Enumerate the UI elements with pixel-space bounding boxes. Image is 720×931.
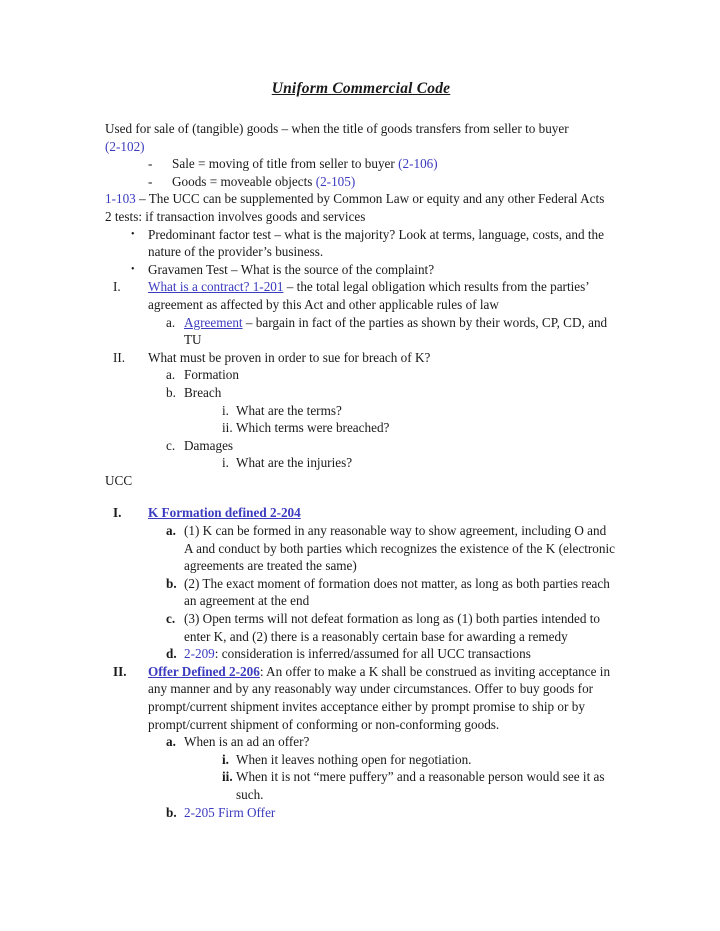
outline-item-label: What are the injuries? [236,455,353,471]
dash-marker: - [148,156,153,172]
outline-item-label [148,278,617,313]
tests-intro: 2 tests: if transaction involves goods and services [105,208,366,224]
outline-item-label: When it leaves nothing open for negotiation. [236,751,472,767]
outline-item-label: (2) The exact moment of formation does not matter, as long as both parties reach an agreement at the end [184,575,610,609]
code-reference-2-205-firm-offer: 2-205 Firm Offer [184,804,276,820]
list-item-label [172,155,617,173]
letter-marker: c. [166,437,176,453]
link-k-formation-defined[interactable]: K Formation defined 2-204 [148,505,301,521]
intro-text-line1: Used for sale of (tangible) goods [105,121,282,136]
letter-marker: a. [166,734,176,750]
page-title: Uniform Commercial Code [271,80,451,97]
spacer [105,489,617,504]
outline-item-letter [105,522,617,575]
link-what-is-a-contract[interactable]: What is a contract? 1-201 [148,279,284,295]
outline-item-label: Which terms were breached? [236,420,390,436]
outline-item-lower-roman [105,402,617,420]
outline-item-text: – bargain in fact of the parties as shown by their words, CP, CD, and TU [184,314,608,348]
roman-marker: II. [113,349,126,365]
outline-item-label: (1) K can be formed in any reasonable way to show agreement, including O and A and conduct by both parties which recognizes the existence of the K (electronic agreements are treated the same) [184,523,616,574]
dash-item-text: Sale = moving of title from seller to buyer [172,156,399,172]
code-reference-2-105: (2-105) [315,173,356,189]
code-reference-2-106: (2-106) [398,156,438,172]
link-agreement[interactable]: Agreement [184,314,243,330]
outline-item-label: What are the terms? [236,402,342,418]
roman-marker: II. [113,663,127,679]
letter-marker: a. [166,314,176,330]
outline-item-label: When it is not “mere puffery” and a reasonable person would see it as such. [236,769,605,802]
outline-item-roman [105,278,617,313]
code-reference-1-103: 1-103 [105,191,136,207]
letter-marker: b. [166,804,177,820]
letter-marker: c. [166,611,176,627]
list-item [105,173,617,191]
letter-marker: d. [166,646,177,662]
outline-item-lower-roman [105,419,617,437]
outline-item-roman [105,504,617,522]
letter-marker: a. [166,523,176,539]
outline-item-letter [105,804,617,822]
outline-item-label: What must be proven in order to sue for breach of K? [148,349,431,365]
bullet-marker: • [131,228,135,240]
code-reference-2-102: (2-102) [105,138,145,154]
outline-item-text: – the total legal obligation which results from the parties’ agreement as affected by this Act and other applicable rules of law [148,279,589,312]
outline-item-label [148,504,617,522]
outline-item-label: Breach [184,384,222,400]
outline-item-label: Formation [184,367,239,383]
section-heading-ucc: UCC [105,472,133,488]
lower-roman-marker: i. [222,402,229,418]
outline-item-letter [105,733,617,751]
list-item-label: Gravamen Test – What is the source of the complaint? [148,261,435,277]
outline-item-label [184,314,617,349]
outline-item-roman [105,349,617,367]
outline-item-roman [105,663,617,733]
dash-item-text: Goods = moveable objects [172,173,316,189]
supplement-text: – The UCC can be supplemented by Common Law or equity and any other Federal Acts [135,191,605,207]
list-item [105,155,617,173]
outline-item-label [184,804,617,822]
outline-item-letter [105,384,617,402]
document-body [105,80,617,821]
outline-item-label: Damages [184,437,234,453]
outline-item-letter [105,610,617,645]
supplement-paragraph [105,190,617,208]
outline-item-letter [105,437,617,455]
outline-item-label [148,663,617,733]
intro-text-dash: – when the title of goods transfers from seller to buyer [281,121,569,136]
outline-item-text: : consideration is inferred/assumed for all UCC transactions [214,646,531,662]
outline-item-lower-roman [105,454,617,472]
link-offer-defined[interactable]: Offer Defined 2-206 [148,663,260,679]
code-reference-2-209: 2-209 [184,646,215,662]
roman-marker: I. [113,505,122,521]
lower-roman-marker: ii. [222,420,233,436]
outline-item-label: (3) Open terms will not defeat formation as long as (1) both parties intended to enter K, and (2) there is a reasonably certain base for awarding a remedy [184,611,601,644]
outline-item-label [184,645,617,663]
list-item-label: Predominant factor test – what is the majority? Look at terms, language, costs, and the nature of the provider’s business. [148,226,604,260]
outline-item-letter [105,575,617,610]
letter-marker: b. [166,575,177,591]
roman-marker: I. [113,279,121,295]
outline-item-label: When is an ad an offer? [184,734,310,750]
dash-marker: - [148,173,153,189]
outline-item-letter [105,645,617,663]
letter-marker: b. [166,384,176,400]
list-item-label [172,173,617,191]
lower-roman-marker: i. [222,751,229,767]
letter-marker: a. [166,367,176,383]
list-item [105,226,617,261]
outline-item-lower-roman [105,768,617,803]
intro-paragraph [105,120,617,155]
lower-roman-marker: ii. [222,769,233,785]
bullet-marker: • [131,263,135,275]
list-item [105,261,617,279]
outline-item-lower-roman [105,751,617,769]
outline-item-letter [105,366,617,384]
outline-item-text: : An offer to make a K shall be construed as inviting acceptance in any manner and by any reasonably way under circumstances. Offer to buy goods for prompt/current shipment invites acceptance either by prompt promise to ship or by prompt/current shipment of conforming or non-conforming goods. [148,663,611,732]
lower-roman-marker: i. [222,455,229,471]
outline-item-letter [105,314,617,349]
